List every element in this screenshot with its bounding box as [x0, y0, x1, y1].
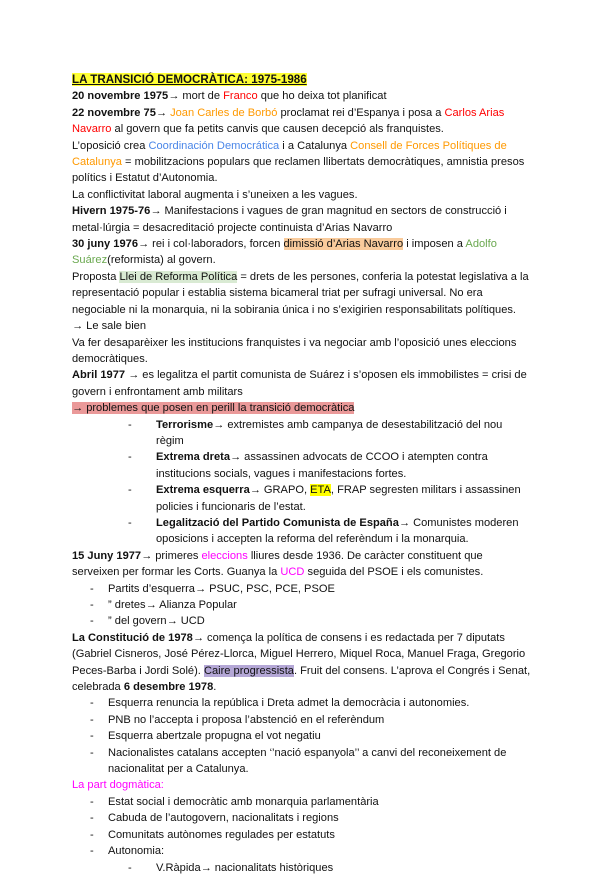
- list-item: - Cabuda de l’autogovern, nacionalitats i regions: [72, 810, 532, 826]
- paragraph-30-juny-1976: 30 juny 1976→ rei i col·laboradors, forcen dimissió d’Arias Navarro i imposen a Adolfo Suárez(reformista) al govern.: [72, 238, 497, 267]
- paragraph-22-nov-75: 22 novembre 75→ Joan Carles de Borbó proclamat rei d’Espanya i posa a Carlos Arias Navarro al govern que fa petits canvis que causen decepció als franquistes.: [72, 106, 505, 136]
- list-item: - Esquerra renuncia la república i Dreta admet la democràcia i autonomies.: [72, 695, 532, 711]
- paragraph-20-nov-1975: 20 novembre 1975→ mort de Franco que ho deixa tot planificat: [72, 90, 387, 103]
- paragraph-constitucio-1978: La Constitució de 1978→ comença la política de consens i es redactada per 7 diputats (Gabriel Cisneros, José Pérez-Llorca, Miguel Herrero, Miquel Roca, Manuel Fraga, Gregorio Peces-Barba i Jordi Solé). Caire progressista. Fruit del consens. L’aprova el Congrés i Senat, celebrada 6 desembre 1978.: [72, 631, 531, 694]
- list-item: - Autonomia:: [72, 843, 532, 859]
- list-item: - Nacionalistes catalans accepten ‘’nació espanyola’’ a canvi del reconeixement de nacionalitat per a Catalunya.: [72, 745, 532, 778]
- list-item: - PNB no l’accepta i proposa l’abstenció en el referèndum: [72, 712, 532, 728]
- part-dogmatica-heading: La part dogmàtica:: [72, 779, 164, 792]
- paragraph-problemes: → problemes que posen en perill la transició democràtica: [72, 402, 355, 415]
- list-item: - Partits d’esquerra→ PSUC, PSC, PCE, PSOE: [72, 581, 532, 597]
- list-item: - ” del govern→ UCD: [72, 613, 532, 629]
- document-title: LA TRANSICIÓ DEMOCRÀTICA: 1975-1986: [72, 73, 307, 86]
- list-item: - Extrema dreta→ assassinen advocats de CCOO i atempten contra institucions socials, vagues i manifestacions fortes.: [72, 449, 532, 482]
- list-item: - ” dretes→ Alianza Popular: [72, 597, 532, 613]
- paragraph-llei-reforma: Proposta Llei de Reforma Política = drets de les persones, conferia la potestat legislativa a la representació popular i establia sistema bicameral triat per sufragi universal. No era negociable ni la monarquia, ni la sobirania única i no s’exigirien responsabilitats polítiques.: [72, 270, 529, 316]
- list-item: - Estat social i democràtic amb monarquia parlamentària: [72, 794, 532, 810]
- paragraph-abril-1977: Abril 1977 → es legalitza el partit comunista de Suárez i s’oposen els immobilistes = crisi de govern i enfrontament amb militars: [72, 369, 527, 398]
- autonomia-list: [72, 860, 532, 876]
- parties-list: [72, 581, 532, 630]
- list-item: - Legalització del Partido Comunista de España→ Comunistes moderen oposicions i accepten la reforma del referèndum i la monarquia.: [72, 515, 532, 548]
- paragraph-conflictivitat: La conflictivitat laboral augmenta i s’uneixen a les vagues.: [72, 188, 358, 201]
- paragraph-oposicio: L’oposició crea Coordinación Democrática i a Catalunya Consell de Forces Polítiques de Catalunya = mobilitzacions populars que reclamen llibertats democràtiques, amnistia presos polítics i Estatut d’Autonomia.: [72, 139, 525, 185]
- list-item: - V.Ràpida→ nacionalitats històriques: [72, 860, 532, 876]
- consens-list: [72, 695, 532, 777]
- list-item: - Comunitats autònomes regulades per estatuts: [72, 827, 532, 843]
- document-page: [72, 72, 532, 876]
- dogmatica-list: [72, 794, 532, 860]
- list-item: - Esquerra abertzale propugna el vot negatiu: [72, 728, 532, 744]
- paragraph-institucions: Va fer desaparèixer les institucions franquistes i va negociar amb l’oposició unes eleccions democràtiques.: [72, 336, 517, 365]
- list-item: - Terrorisme→ extremistes amb campanya de desestabilització del nou règim: [72, 417, 532, 450]
- problems-list: [72, 417, 532, 548]
- paragraph-le-sale-bien: → Le sale bien: [72, 320, 147, 333]
- paragraph-hivern: Hivern 1975-76→ Manifestacions i vagues de gran magnitud en sectors de construcció i metal·lúrgia = desacreditació projecte continuista d’Arias Navarro: [72, 205, 507, 234]
- paragraph-15-juny-1977: 15 Juny 1977→ primeres eleccions lliures desde 1936. De caràcter constituent que serveixen per formar les Corts. Guanya la UCD seguida del PSOE i els comunistes.: [72, 549, 484, 579]
- list-item: - Extrema esquerra→ GRAPO, ETA, FRAP segresten militars i assassinen policies i funcionaris de l’estat.: [72, 482, 532, 515]
